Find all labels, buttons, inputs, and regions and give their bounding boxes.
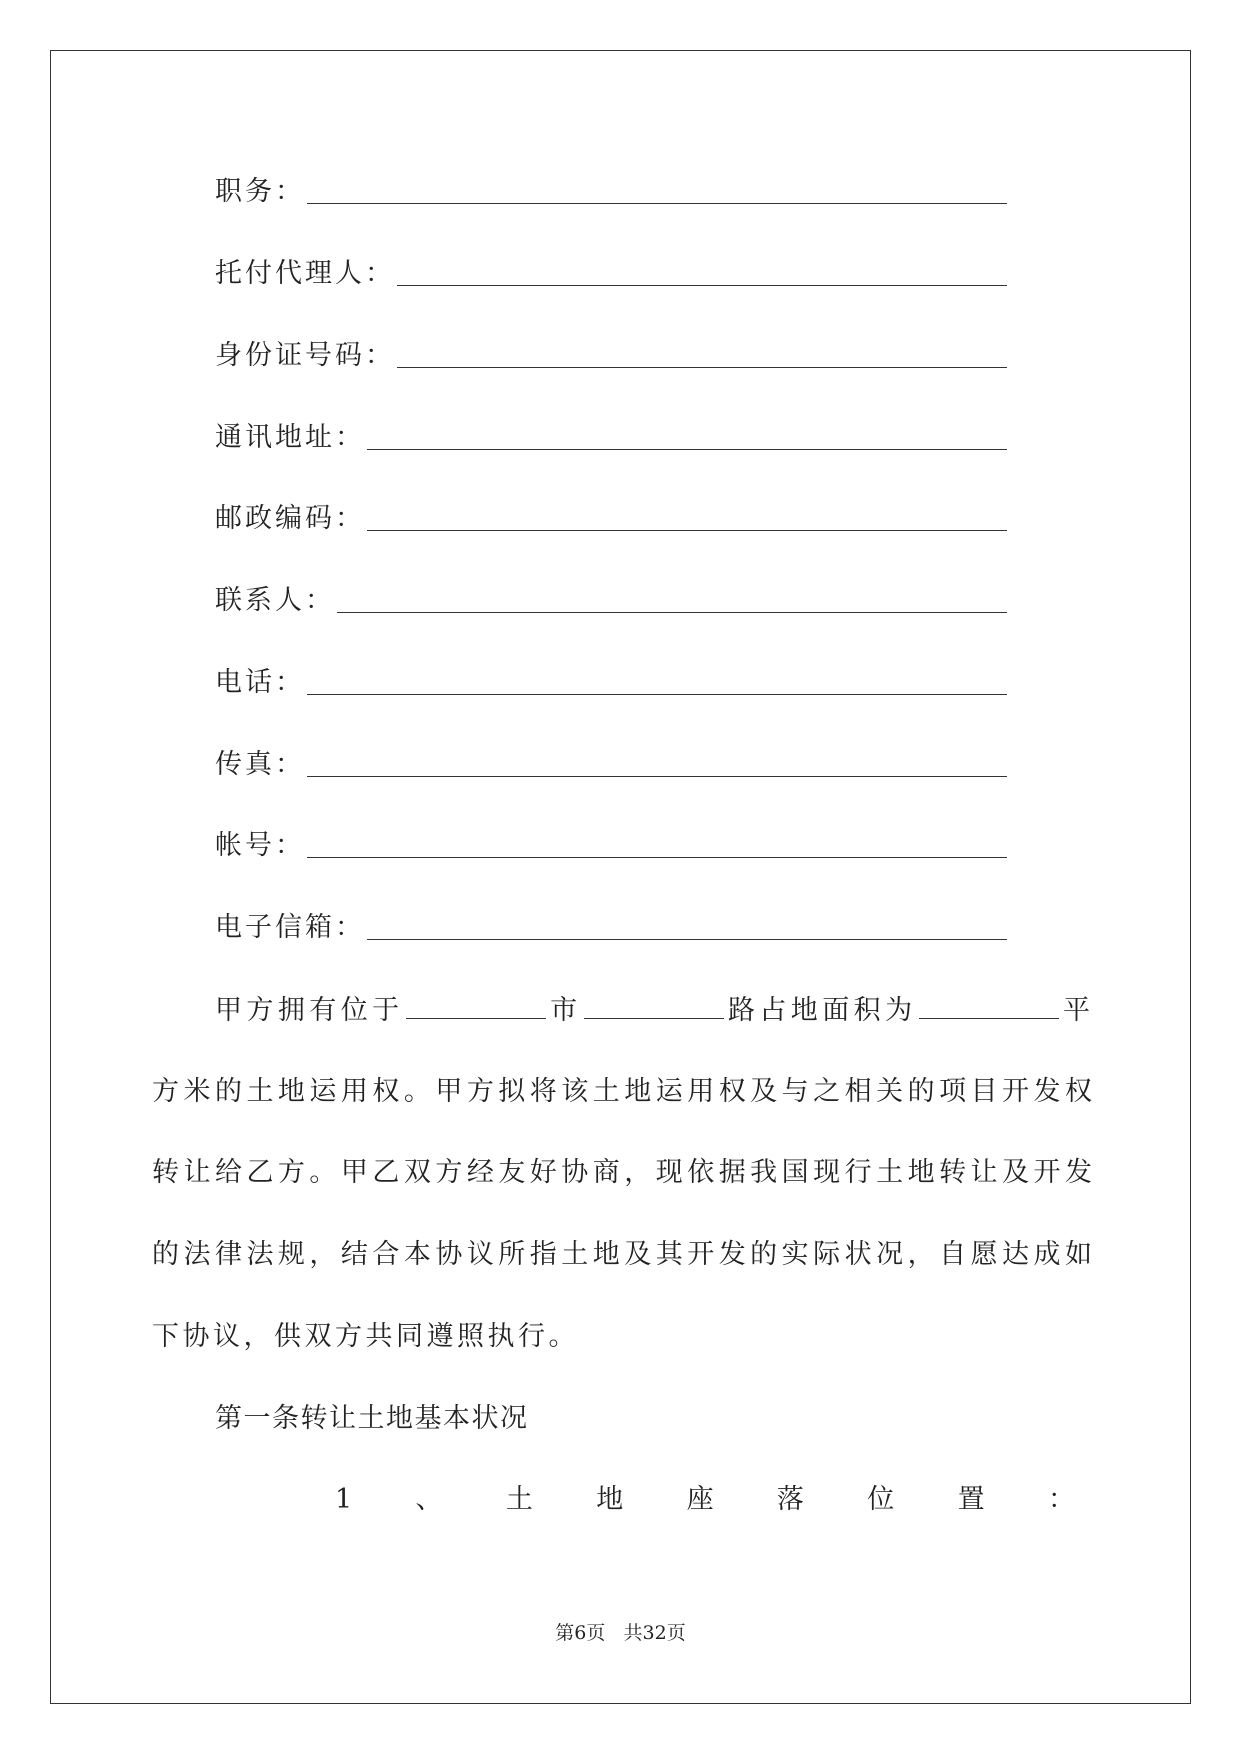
field-label: 通讯地址：	[215, 422, 365, 453]
blank-road[interactable]	[584, 990, 724, 1019]
field-fax	[215, 745, 1007, 785]
field-label: 联系人：	[215, 585, 335, 616]
paragraph-line-2: 方米的土地运用权。甲方拟将该土地运用权及与之相关的项目开发权	[152, 1076, 1092, 1107]
fill-in-line[interactable]	[307, 776, 1007, 777]
char: 、	[415, 1484, 443, 1515]
field-label: 职务：	[215, 176, 305, 207]
fill-in-line[interactable]	[397, 285, 1007, 286]
field-id-number	[215, 336, 1007, 376]
field-agent	[215, 254, 1007, 294]
page-number: 第6页	[555, 1622, 606, 1644]
text-segment: 甲方拥有位于	[215, 995, 404, 1026]
paragraph-line-1	[215, 990, 1092, 1031]
field-contact	[215, 581, 1007, 621]
field-label: 传真：	[215, 749, 305, 780]
field-label: 帐号：	[215, 830, 305, 861]
char: 位	[867, 1484, 895, 1515]
fill-in-line[interactable]	[367, 939, 1007, 940]
char: 置	[957, 1484, 985, 1515]
char: ：	[1047, 1484, 1075, 1515]
paragraph-line-4: 的法律法规，结合本协议所指土地及其开发的实际状况，自愿达成如	[152, 1239, 1092, 1270]
char: 1	[335, 1484, 353, 1515]
paragraph-line-3: 转让给乙方。甲乙双方经友好协商，现依据我国现行土地转让及开发	[152, 1157, 1092, 1188]
blank-area[interactable]	[919, 990, 1059, 1019]
char: 地	[596, 1484, 624, 1515]
field-phone	[215, 663, 1007, 703]
item-1-land-location	[335, 1480, 1075, 1520]
field-email	[215, 908, 1007, 948]
blank-city[interactable]	[406, 990, 546, 1019]
text-segment: 平	[1060, 995, 1092, 1026]
page-footer	[0, 1620, 1241, 1646]
fill-in-line[interactable]	[307, 203, 1007, 204]
fill-in-line[interactable]	[307, 857, 1007, 858]
field-label: 电子信箱：	[215, 912, 365, 943]
field-postal-code	[215, 499, 1007, 539]
text-segment: 路占地面积为	[725, 995, 917, 1026]
field-label: 邮政编码：	[215, 503, 365, 534]
field-position	[215, 172, 1007, 212]
field-label: 电话：	[215, 667, 305, 698]
page-border	[50, 50, 1191, 1704]
fill-in-line[interactable]	[397, 367, 1007, 368]
field-label: 托付代理人：	[215, 258, 395, 289]
paragraph-line-5: 下协议，供双方共同遵照执行。	[152, 1321, 579, 1352]
char: 座	[686, 1484, 714, 1515]
text-segment: 市	[547, 995, 582, 1026]
article-heading: 第一条转让土地基本状况	[215, 1403, 529, 1434]
fill-in-line[interactable]	[307, 694, 1007, 695]
char: 落	[776, 1484, 804, 1515]
fill-in-line[interactable]	[367, 530, 1007, 531]
field-account	[215, 826, 1007, 866]
page-total: 共32页	[623, 1622, 686, 1644]
fill-in-line[interactable]	[367, 449, 1007, 450]
fill-in-line[interactable]	[337, 612, 1007, 613]
char: 土	[505, 1484, 533, 1515]
field-label: 身份证号码：	[215, 340, 395, 371]
field-address	[215, 418, 1007, 458]
